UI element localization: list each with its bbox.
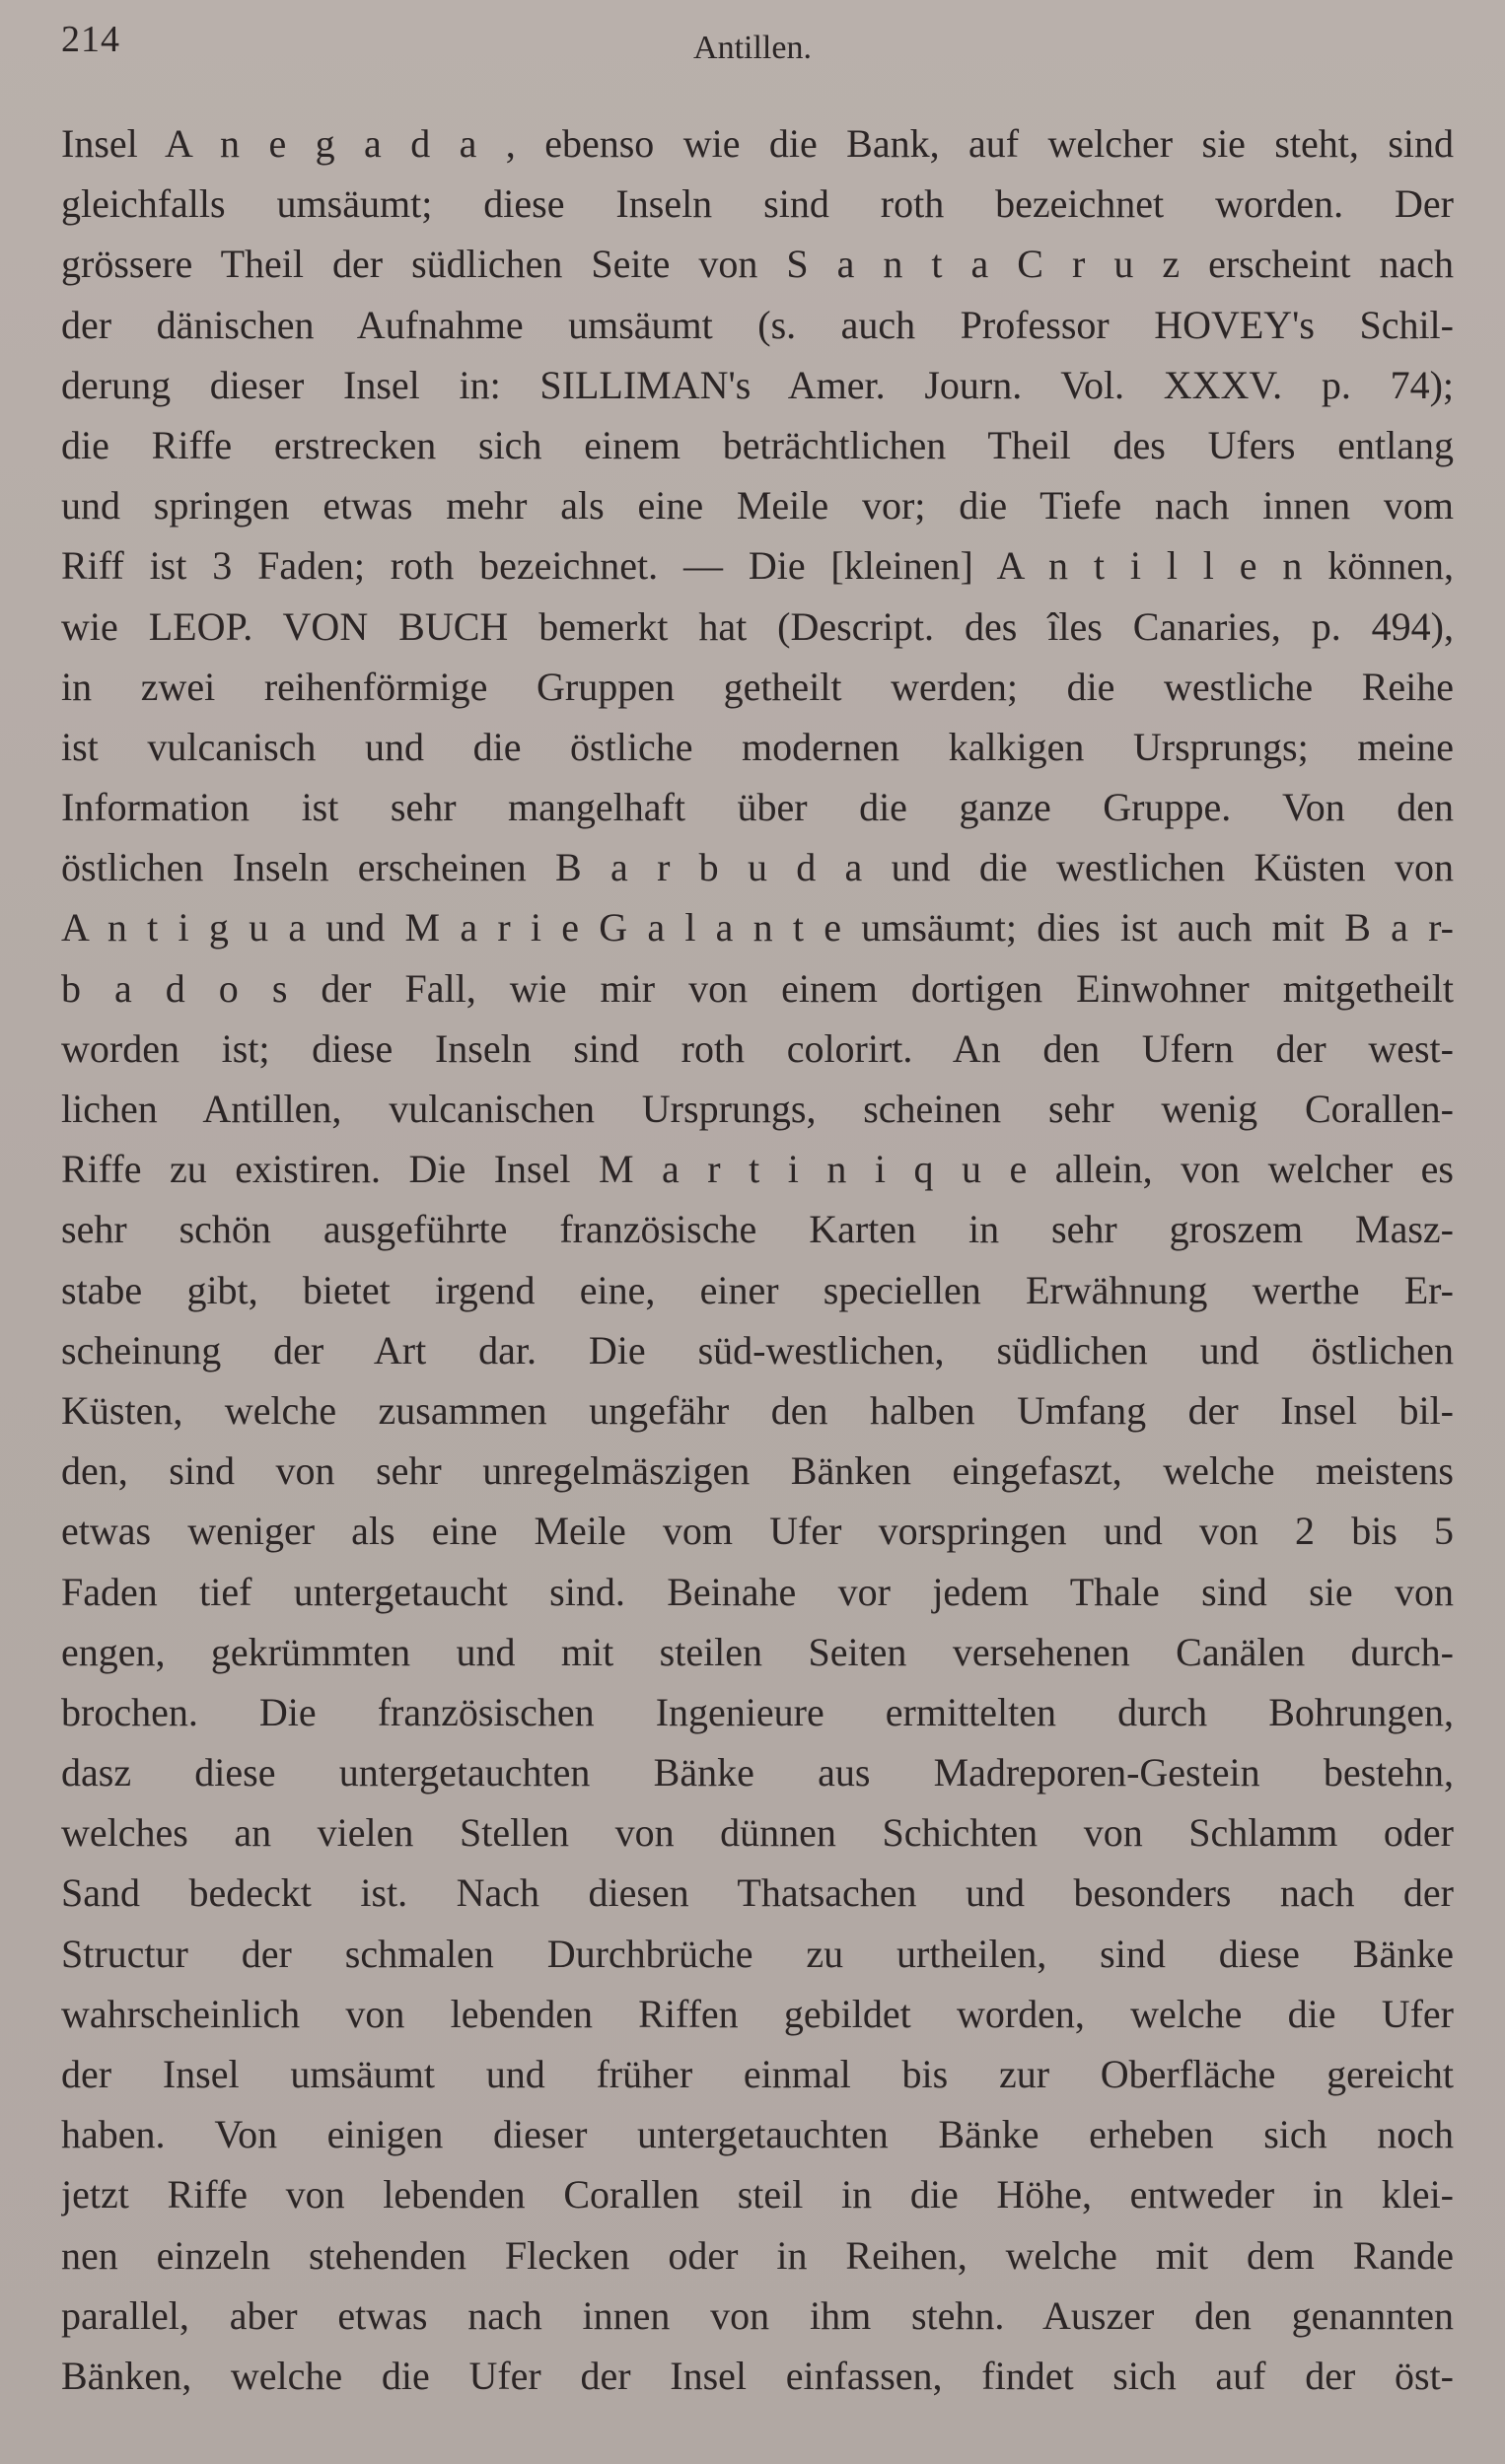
text-line: grössere Theil der südlichen Seite von S a n t a C r u z erscheint nach (61, 242, 1454, 287)
text-line: ist vulcanisch und die östliche modernen kalkigen Ursprungs; meine (61, 724, 1454, 769)
text-line: in zwei reihenförmige Gruppen getheilt werden; die westliche Reihe (61, 664, 1454, 709)
text-line: Information ist sehr mangelhaft über die ganze Gruppe. Von den (61, 785, 1454, 830)
text-line: sehr schön ausgeführte französische Karten in sehr groszem Masz- (61, 1207, 1454, 1252)
text-line: A n t i g u a und M a r i e G a l a n t e umsäumt; dies ist auch mit B a r- (61, 905, 1454, 950)
text-line: etwas weniger als eine Meile vom Ufer vorspringen und von 2 bis 5 (61, 1509, 1454, 1554)
text-line: wie LEOP. VON BUCH bemerkt hat (Descript. des îles Canaries, p. 494), (61, 603, 1454, 649)
text-line: wahrscheinlich von lebenden Riffen gebildet worden, welche die Ufer (61, 1991, 1454, 2036)
text-line: die Riffe erstrecken sich einem beträchtlichen Theil des Ufers entlang (61, 422, 1454, 467)
text-line: worden ist; diese Inseln sind roth colorirt. An den Ufern der west- (61, 1025, 1454, 1071)
text-line: engen, gekrümmten und mit steilen Seiten versehenen Canälen durch- (61, 1629, 1454, 1674)
text-line: nen einzeln stehenden Flecken oder in Reihen, welche mit dem Rande (61, 2232, 1454, 2278)
body-text (61, 113, 1454, 2406)
text-line: parallel, aber etwas nach innen von ihm stehn. Auszer den genannten (61, 2292, 1454, 2338)
running-title: Antillen. (693, 30, 812, 66)
text-line: Structur der schmalen Durchbrüche zu urtheilen, sind diese Bänke (61, 1931, 1454, 1976)
text-line: östlichen Inseln erscheinen B a r b u d a und die westlichen Küsten von (61, 845, 1454, 890)
page-number: 214 (61, 19, 120, 60)
text-line: den, sind von sehr unregelmäszigen Bänken eingefaszt, welche meistens (61, 1448, 1454, 1494)
text-line: der Insel umsäumt und früher einmal bis zur Oberfläche gereicht (61, 2052, 1454, 2096)
text-line: jetzt Riffe von lebenden Corallen steil in die Höhe, entweder in klei- (61, 2172, 1454, 2218)
text-line: Sand bedeckt ist. Nach diesen Thatsachen und besonders nach der (61, 1870, 1454, 1916)
text-line: Riff ist 3 Faden; roth bezeichnet. — Die [kleinen] A n t i l l e n können, (61, 543, 1454, 589)
text-line: Küsten, welche zusammen ungefähr den halben Umfang der Insel bil- (61, 1387, 1454, 1433)
text-line: der dänischen Aufnahme umsäumt (s. auch Professor HOVEY's Schil- (61, 302, 1454, 347)
text-line: welches an vielen Stellen von dünnen Schichten von Schlamm oder (61, 1810, 1454, 1856)
text-line: Bänken, welche die Ufer der Insel einfassen, findet sich auf der öst- (61, 2353, 1454, 2398)
text-line: haben. Von einigen dieser untergetauchten Bänke erheben sich noch (61, 2112, 1454, 2157)
text-line: Riffe zu existiren. Die Insel M a r t i n i q u e allein, von welcher es (61, 1147, 1454, 1192)
text-line: Faden tief untergetaucht sind. Beinahe vor jedem Thale sind sie von (61, 1569, 1454, 1614)
text-line: stabe gibt, bietet irgend eine, einer speciellen Erwähnung werthe Er- (61, 1267, 1454, 1312)
text-line: gleichfalls umsäumt; diese Inseln sind roth bezeichnet worden. Der (61, 181, 1454, 227)
text-line: derung dieser Insel in: SILLIMAN's Amer. Journ. Vol. XXXV. p. 74); (61, 362, 1454, 407)
text-line: b a d o s der Fall, wie mir von einem dortigen Einwohner mitgetheilt (61, 965, 1454, 1011)
text-line: und springen etwas mehr als eine Meile vor; die Tiefe nach innen vom (61, 483, 1454, 528)
text-line: scheinung der Art dar. Die süd-westlichen, südlichen und östlichen (61, 1327, 1454, 1373)
text-line: dasz diese untergetauchten Bänke aus Madreporen-Gestein bestehn, (61, 1750, 1454, 1795)
text-line: Insel A n e g a d a , ebenso wie die Bank, auf welcher sie steht, sind (61, 121, 1454, 166)
text-line: brochen. Die französischen Ingenieure ermittelten durch Bohrungen, (61, 1689, 1454, 1734)
text-line: lichen Antillen, vulcanischen Ursprungs, scheinen sehr wenig Corallen- (61, 1087, 1454, 1131)
